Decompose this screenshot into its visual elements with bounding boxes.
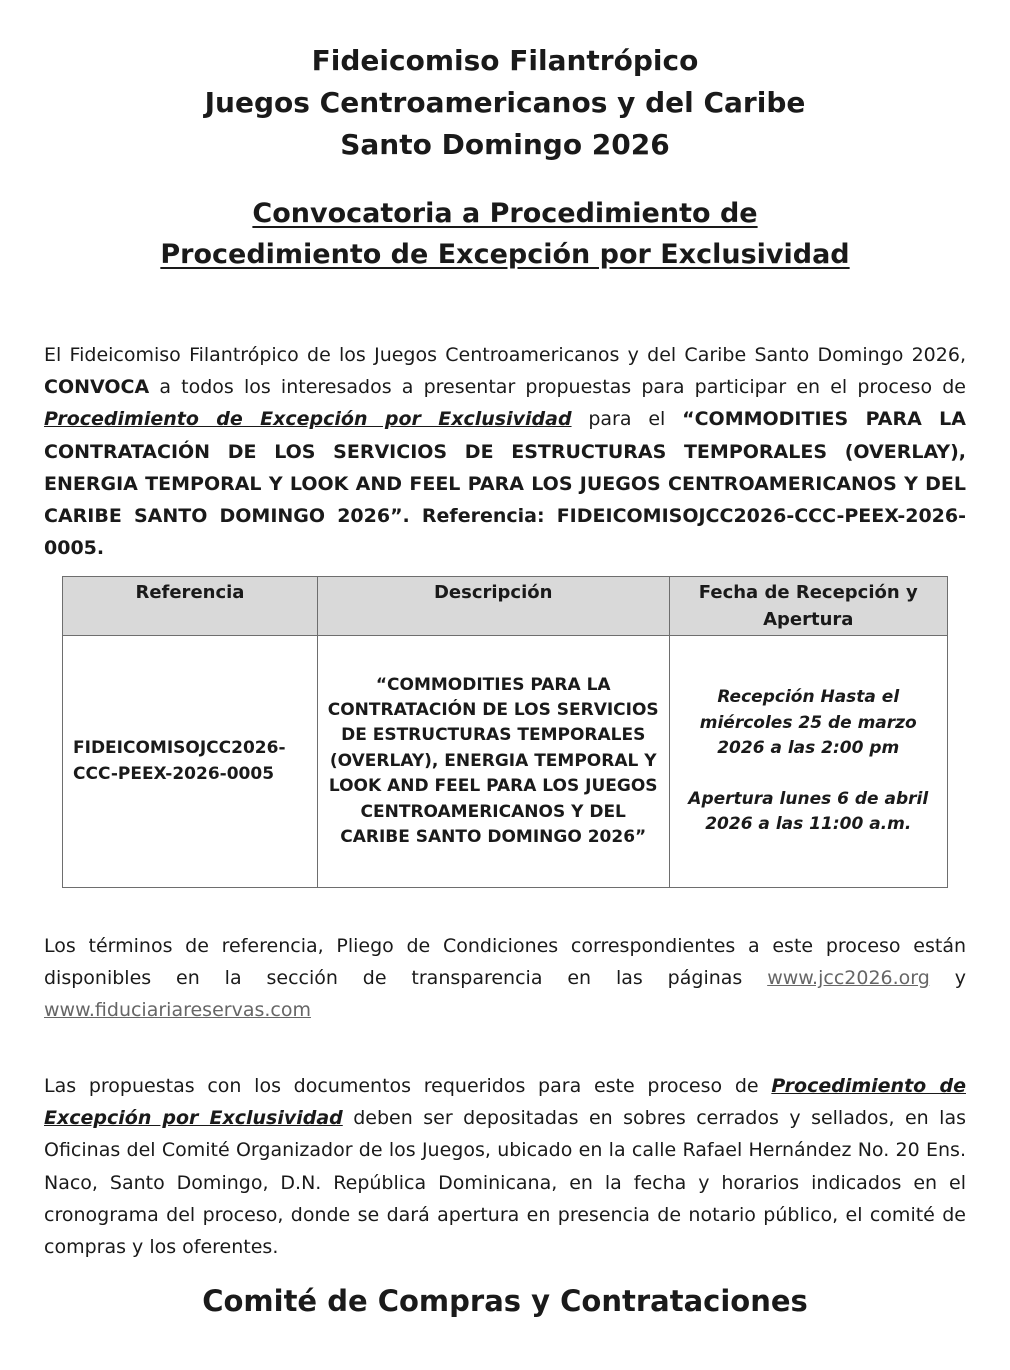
column-header-date: Fecha de Recepción y Apertura <box>669 577 948 636</box>
subtitle-line-2: Procedimiento de Excepción por Exclusividad <box>160 239 850 270</box>
terms-text-1: Los términos de referencia, Pliego de Condiciones correspondientes a este proceso están disponibles en la sección de transparencia en las páginas <box>44 935 966 990</box>
document-header <box>0 40 1010 166</box>
convoca-text: CONVOCA <box>44 376 150 399</box>
proposals-procedure-name: Procedimiento de Excepción por Exclusividad <box>44 1075 966 1130</box>
document-subtitle <box>0 193 1010 275</box>
column-header-reference: Referencia <box>63 577 318 636</box>
date-spacer <box>680 762 938 787</box>
proposals-paragraph <box>44 1070 966 1263</box>
procedure-name: Procedimiento de Excepción por Exclusividad <box>44 408 572 431</box>
proposals-text-2: deben ser depositadas en sobres cerrados y sellados, en las Oficinas del Comité Organizador de los Juegos, ubicado en la calle Rafael Hernández No. 20 Ens. Naco, Santo Domingo, D.N. República Dominicana, en la fecha y horarios indicados en el cronograma del proceso, donde se dará apertura en presencia de notario público, el comité de compras y los oferentes. <box>44 1107 966 1259</box>
intro-text-1: El Fideicomiso Filantrópico de los Juegos Centroamericanos y del Caribe Santo Domingo 2026, <box>44 344 966 366</box>
cell-reference: FIDEICOMISOJCC2026-CCC-PEEX-2026-0005 <box>63 636 318 888</box>
procurement-object: “COMMODITIES PARA LA CONTRATACIÓN DE LOS SERVICIOS DE ESTRUCTURAS TEMPORALES (OVERLAY), ENERGIA TEMPORAL Y LOOK AND FEEL PARA LOS JUEGOS CENTROAMERICANOS Y DEL CARIBE SANTO DOMINGO 2026”. Referencia: FIDEICOMISOJCC2026-CCC-PEEX-2026-0005. <box>44 408 966 560</box>
header-line-1: Fideicomiso Filantrópico <box>311 44 699 77</box>
reference-table <box>62 576 948 888</box>
table-row <box>63 636 948 888</box>
intro-paragraph <box>44 339 966 564</box>
terms-paragraph <box>44 930 966 1027</box>
cell-description: “COMMODITIES PARA LA CONTRATACIÓN DE LOS SERVICIOS DE ESTRUCTURAS TEMPORALES (OVERLAY), ENERGIA TEMPORAL Y LOOK AND FEEL PARA LOS JUEGOS CENTROAMERICANOS Y DEL CARIBE SANTO DOMINGO 2026” <box>317 636 669 888</box>
signature-committee: Comité de Compras y Contrataciones <box>202 1284 808 1318</box>
intro-text-2: a todos los interesados a presentar propuestas para participar en el proceso de <box>149 376 966 399</box>
proposals-text-1: Las propuestas con los documentos requeridos para este proceso de <box>44 1075 772 1097</box>
fiduciariareservas-link[interactable]: www.fiduciariareservas.com <box>44 999 311 1022</box>
jcc2026-link[interactable]: www.jcc2026.org <box>767 967 930 990</box>
opening-date: Apertura lunes 6 de abril 2026 a las 11:00 a.m. <box>688 788 929 835</box>
cell-dates <box>669 636 948 888</box>
table-header-row <box>63 577 948 636</box>
subtitle-line-1: Convocatoria a Procedimiento de <box>252 198 758 229</box>
reception-date: Recepción Hasta el miércoles 25 de marzo 2026 a las 2:00 pm <box>699 687 917 759</box>
header-line-3: Santo Domingo 2026 <box>340 128 670 161</box>
terms-text-2: y <box>929 967 966 990</box>
header-line-2: Juegos Centroamericanos y del Caribe <box>204 86 806 119</box>
column-header-description: Descripción <box>317 577 669 636</box>
intro-text-3: para el <box>571 408 683 431</box>
